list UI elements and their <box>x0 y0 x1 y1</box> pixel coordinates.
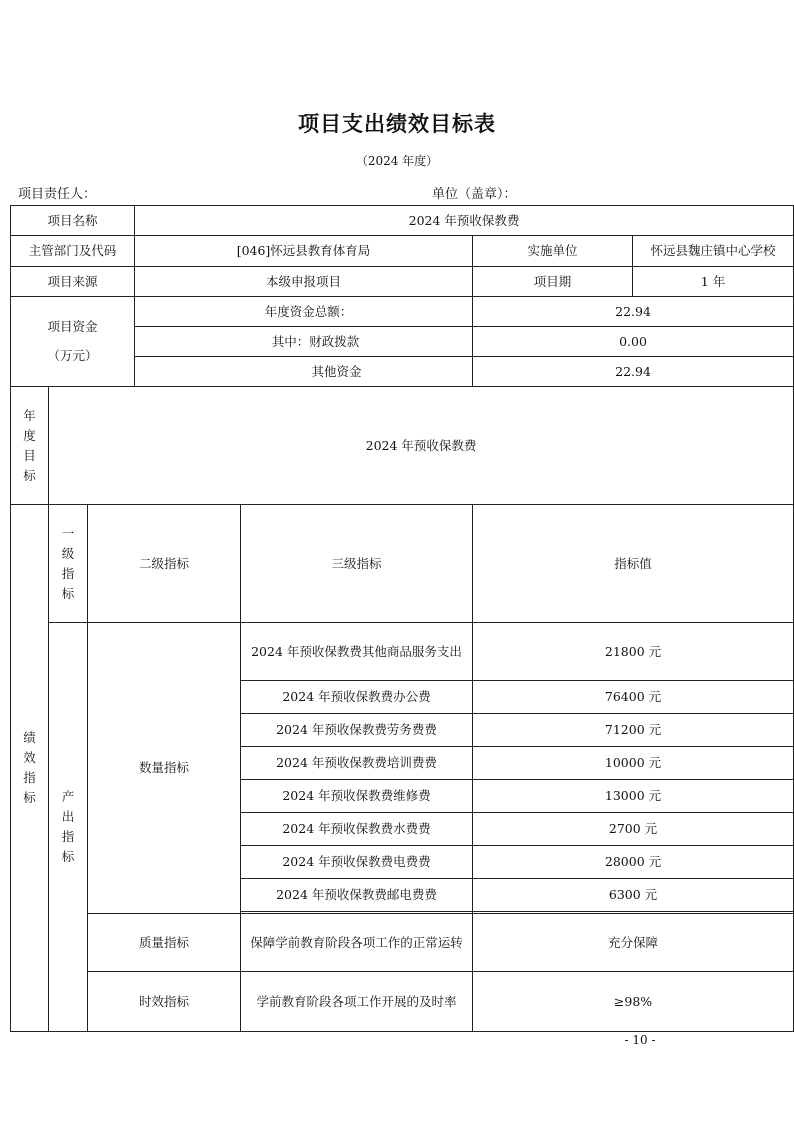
project-name-label: 项目名称 <box>11 206 135 236</box>
quantity-item-value: 2700 元 <box>473 813 794 846</box>
project-source-label: 项目来源 <box>11 267 135 297</box>
annual-goal-label-char: 度 <box>23 427 36 443</box>
quantity-item-name: 2024 年预收保教费维修费 <box>241 780 473 813</box>
timeliness-row <box>11 972 794 1032</box>
project-funds-label-line1: 项目资金 <box>47 318 98 334</box>
quantity-indicator-label: 数量指标 <box>88 623 241 914</box>
quantity-item-value: 6300 元 <box>473 879 794 912</box>
quantity-item-name: 2024 年预收保教费劳务费费 <box>241 714 473 747</box>
project-period-value: 1 年 <box>633 267 794 297</box>
level1-indicator-header <box>49 505 88 623</box>
implementing-unit-label: 实施单位 <box>473 236 633 267</box>
timeliness-item-name: 学前教育阶段各项工作开展的及时率 <box>241 972 473 1032</box>
timeliness-item-value: ≥98% <box>473 972 794 1032</box>
funds-total-row <box>11 297 794 327</box>
project-period-label: 项目期 <box>473 267 633 297</box>
unit-stamp-label: 单位（盖章）： <box>432 187 517 202</box>
annual-goal-label-char: 目 <box>23 447 36 463</box>
funds-fiscal-value: 0.00 <box>473 327 794 357</box>
output-indicator-label <box>49 623 88 1032</box>
annual-goal-row <box>11 387 794 505</box>
page-title: 项目支出绩效目标表 <box>298 111 496 136</box>
funds-fiscal-label: 其中：财政拨款 <box>135 327 473 357</box>
quality-row <box>11 914 794 972</box>
output-label-char: 标 <box>61 849 75 864</box>
implementing-unit-value: 怀远县魏庄镇中心学校 <box>633 236 794 267</box>
quality-item-name: 保障学前教育阶段各项工作的正常运转 <box>241 914 473 972</box>
annual-goal-label <box>11 387 49 505</box>
quantity-item-name: 2024 年预收保教费水费费 <box>241 813 473 846</box>
quantity-item-value: 28000 元 <box>473 846 794 879</box>
performance-label-char: 指 <box>23 770 36 785</box>
quality-indicator-label: 质量指标 <box>88 914 241 972</box>
quantity-item-value: 13000 元 <box>473 780 794 813</box>
quantity-item-value: 10000 元 <box>473 747 794 780</box>
project-funds-label-line2: （万元） <box>47 347 98 363</box>
source-row <box>11 267 794 297</box>
level3-indicator-header: 三级指标 <box>241 505 473 623</box>
year-note: （2024 年度） <box>355 154 439 168</box>
annual-goal-label-char: 年 <box>23 407 36 423</box>
performance-target-table <box>10 205 794 1032</box>
department-row <box>11 236 794 267</box>
table-row <box>11 623 794 681</box>
annual-goal-label-char: 标 <box>23 467 36 483</box>
project-name-value: 2024 年预收保教费 <box>135 206 794 236</box>
annual-goal-value: 2024 年预收保教费 <box>49 387 794 505</box>
performance-label-char: 标 <box>23 790 36 805</box>
project-source-value: 本级申报项目 <box>135 267 473 297</box>
level1-header-char: 一 <box>61 525 75 541</box>
department-value: [046]怀远县教育体育局 <box>135 236 473 267</box>
quantity-item-value: 76400 元 <box>473 681 794 714</box>
quantity-item-value: 21800 元 <box>473 623 794 681</box>
timeliness-indicator-label: 时效指标 <box>88 972 241 1032</box>
quantity-item-name: 2024 年预收保教费电费费 <box>241 846 473 879</box>
quantity-item-name: 2024 年预收保教费其他商品服务支出 <box>241 623 473 681</box>
output-label-char: 产 <box>61 789 75 804</box>
level1-header-char: 指 <box>61 565 75 581</box>
performance-label-char: 绩 <box>23 730 36 745</box>
quantity-item-name: 2024 年预收保教费办公费 <box>241 681 473 714</box>
level1-header-char: 标 <box>61 585 75 601</box>
quality-item-value: 充分保障 <box>473 914 794 972</box>
quantity-item-value: 71200 元 <box>473 714 794 747</box>
output-label-char: 出 <box>61 809 75 824</box>
output-label-char: 指 <box>61 829 75 844</box>
quantity-item-name: 2024 年预收保教费培训费费 <box>241 747 473 780</box>
indicator-header-row <box>11 505 794 623</box>
project-funds-label <box>11 297 135 387</box>
department-label: 主管部门及代码 <box>11 236 135 267</box>
quantity-item-name: 2024 年预收保教费邮电费费 <box>241 879 473 912</box>
funds-other-label: 其他资金 <box>135 357 473 387</box>
page-number: - 10 - <box>624 1033 656 1047</box>
indicator-value-header: 指标值 <box>473 505 794 623</box>
level1-header-char: 级 <box>61 545 75 561</box>
performance-indicator-label <box>11 505 49 1032</box>
responsible-person-label: 项目责任人： <box>18 187 97 202</box>
funds-total-value: 22.94 <box>473 297 794 327</box>
performance-label-char: 效 <box>23 750 36 765</box>
funds-total-label: 年度资金总额： <box>135 297 473 327</box>
project-name-row <box>11 206 794 236</box>
funds-other-value: 22.94 <box>473 357 794 387</box>
level2-indicator-header: 二级指标 <box>88 505 241 623</box>
